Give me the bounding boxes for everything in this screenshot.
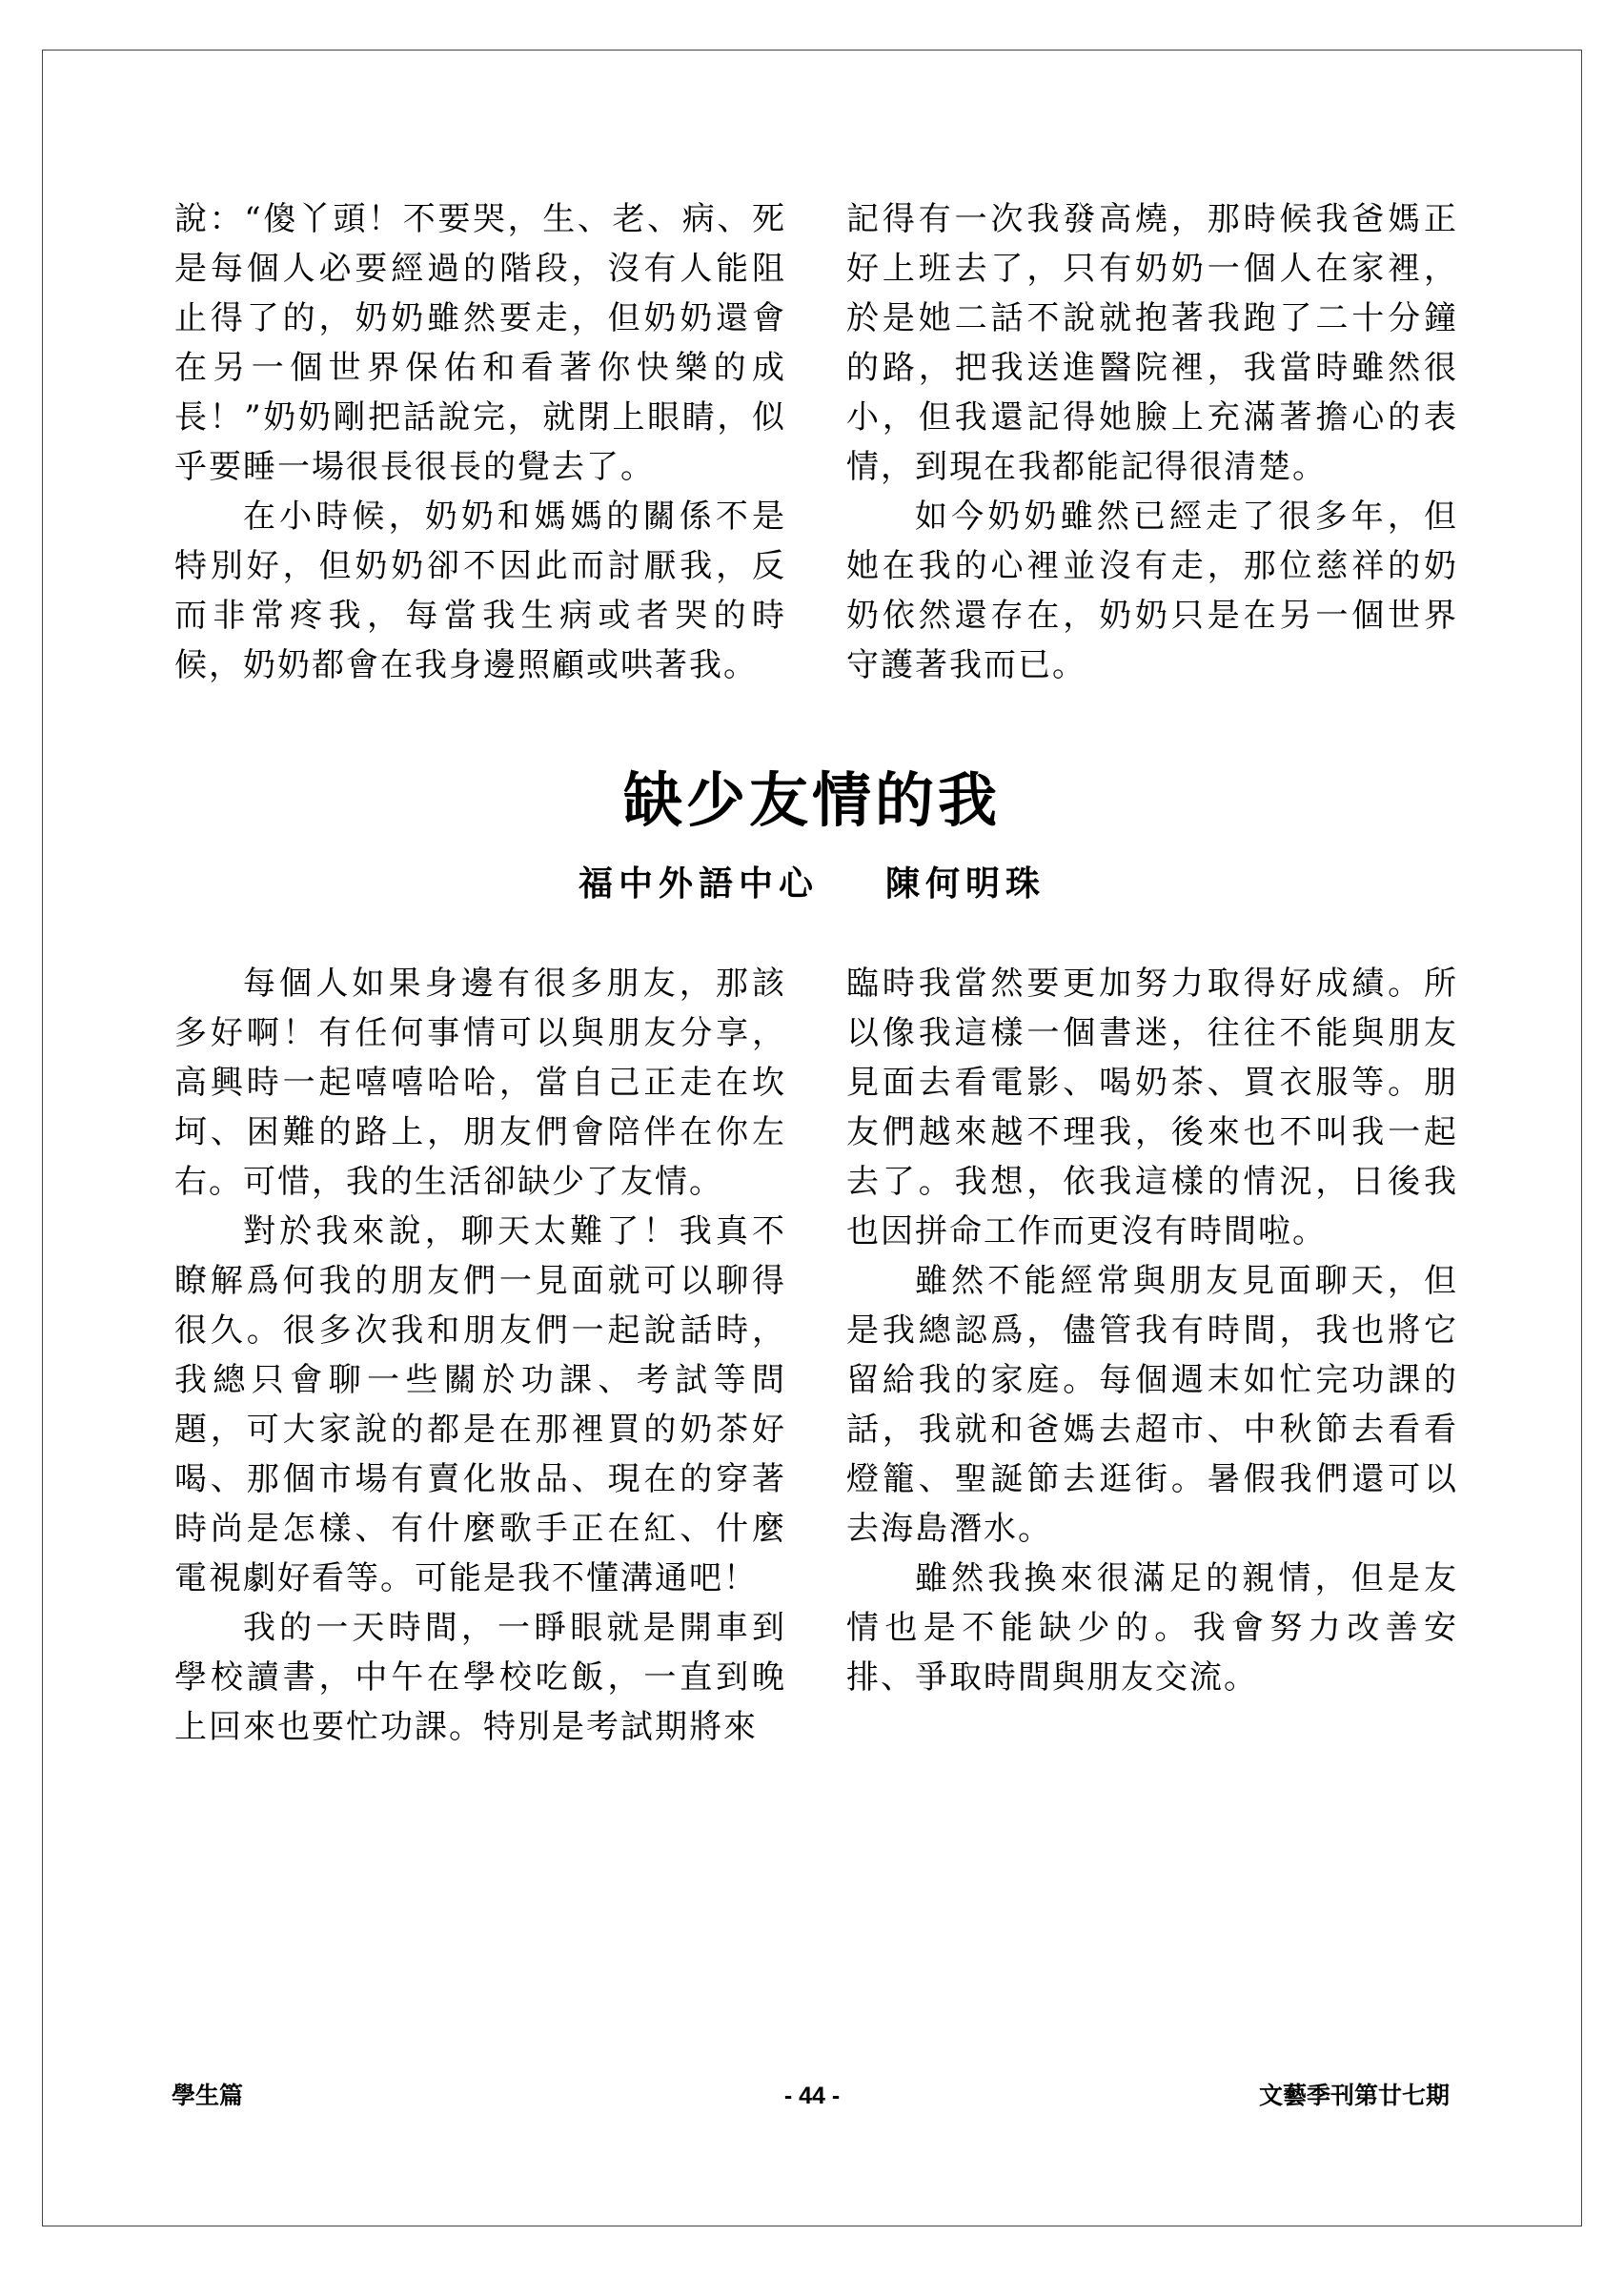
article-title: 缺少友情的我 [622,765,1001,835]
footer-publication: 文藝季刊第廿七期 [1258,2083,1450,2109]
footer-page-number: - 44 - [783,2083,841,2109]
paragraph: 在小時候，奶奶和媽媽的關係不是特別好，但奶奶卻不因此而討厭我，反而非常疼我，每當我生病或者哭的時候，奶奶都會在我身邊照顧或哄著我。 [174,498,786,684]
article-byline [0,860,1624,907]
paragraph: 雖然我換來很滿足的親情，但是友情也是不能缺少的。我會努力改善安排、爭取時間與朋友交流。 [846,1559,1458,1697]
paragraph: 我的一天時間，一睜眼就是開車到學校讀書，中午在學校吃飯，一直到晚上回來也要忙功課。特別是考試期將來 [174,1609,786,1746]
paragraph: 雖然不能經常與朋友見面聊天，但是我總認爲，儘管我有時間，我也將它留給我的家庭。每個週末如忙完功課的話，我就和爸媽去超市、中秋節去看看燈籠、聖誕節去逛街。暑假我們還可以去海島潛水。 [846,1262,1458,1548]
paragraph: 記得有一次我發高燒，那時候我爸媽正好上班去了，只有奶奶一個人在家裡，於是她二話不說就抱著我跑了二十分鐘的路，把我送進醫院裡，我當時雖然很小，但我還記得她臉上充滿著擔心的表情，到現在我都能記得很清楚。 [846,200,1458,486]
paragraph: 對於我來說，聊天太難了！我真不瞭解爲何我的朋友們一見面就可以聊得很久。很多次我和朋友們一起說話時，我總只會聊一些關於功課、考試等問題，可大家說的都是在那裡買的奶茶好喝、那個市場有賣化妝品、現在的穿著時尚是怎樣、有什麼歌手正在紅、什麼電視劇好看等。可能是我不懂溝通吧！ [174,1212,786,1597]
top-left-column [174,194,786,690]
author-school: 福中外語中心 [578,864,819,904]
article-left-column [174,959,786,1752]
author-name: 陳何明珠 [885,864,1046,904]
paragraph: 臨時我當然要更加努力取得好成績。所以像我這樣一個書迷，往往不能與朋友見面去看電影、喝奶茶、買衣服等。朋友們越來越不理我，後來也不叫我一起去了。我想，依我這樣的情況，日後我也因拼命工作而更沒有時間啦。 [846,965,1458,1250]
paragraph: 說：“傻丫頭！不要哭，生、老、病、死是每個人必要經過的階段，沒有人能阻止得了的，奶奶雖然要走，但奶奶還會在另一個世界保佑和看著你快樂的成長！”奶奶剛把話說完，就閉上眼睛，似乎要睡一場很長很長的覺去了。 [174,200,786,486]
footer-section: 學生篇 [172,2083,244,2109]
paragraph: 每個人如果身邊有很多朋友，那該多好啊！有任何事情可以與朋友分享，高興時一起嘻嘻哈哈，當自己正走在坎坷、困難的路上，朋友們會陪伴在你左右。可惜，我的生活卻缺少了友情。 [174,965,786,1201]
top-right-column [846,194,1458,690]
paragraph: 如今奶奶雖然已經走了很多年，但她在我的心裡並沒有走，那位慈祥的奶奶依然還存在，奶奶只是在另一個世界守護著我而已。 [846,498,1458,684]
article-right-column [846,959,1458,1702]
